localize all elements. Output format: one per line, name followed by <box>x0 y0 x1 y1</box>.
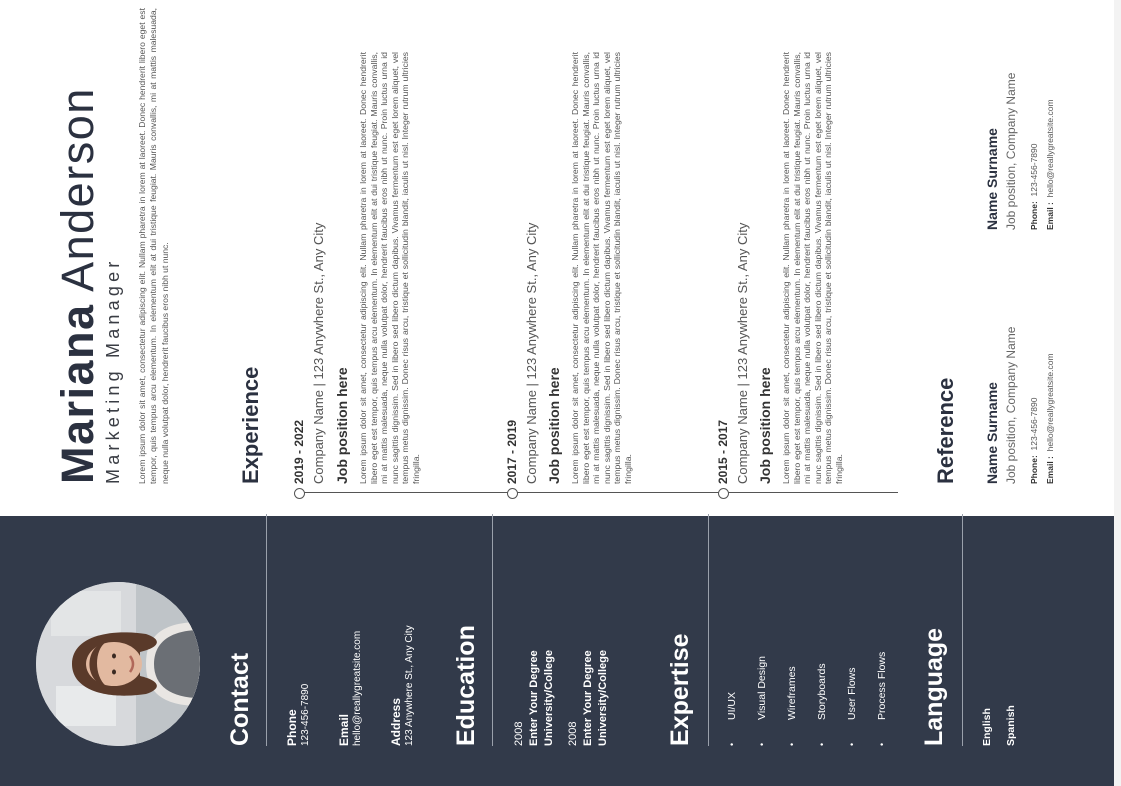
experience-description: Lorem ipsum dolor sit amet, consectetur adipiscing elit. Nullam pharetra in lorem at laoreet. Donec hendrerit libero eget est tempor, quis tempus arcu elementum. In elementum elit at dui tristique feugiat. Mauris convallis, mi at mattis malesuada, neque nulla volutpat dolor, hendrerit faucibus eros nibh ut nunc. Proin luctus urna id nunc sagittis dignissim. Sed in libero sed libero dictum dapibus. Vivamus fermentum est eget lorem aliquet, vel tempus metus dignissim. Donec risus arcu, tristique et sollicitudin blandit, iaculis ut nisl. Integer rutrum ultricies fringilla. <box>358 52 421 484</box>
expertise-divider <box>708 514 709 746</box>
experience-company: Company Name | 123 Anywhere St., Any City <box>735 222 750 484</box>
timeline-line <box>300 492 898 493</box>
language-heading: Language <box>920 627 948 746</box>
reference-phone <box>1029 398 1039 484</box>
reference-phone <box>1029 144 1039 230</box>
phone-label: Phone <box>285 709 299 746</box>
experience-position: Job position here <box>334 367 350 484</box>
timeline-dot <box>294 488 305 499</box>
phone-value: 123-456-7890 <box>300 683 311 746</box>
experience-description: Lorem ipsum dolor sit amet, consectetur adipiscing elit. Nullam pharetra in lorem at laoreet. Donec hendrerit libero eget est tempor, quis tempus arcu elementum. In elementum elit at dui tristique feugiat. Mauris convallis, mi at mattis malesuada, neque nulla volutpat dolor, hendrerit faucibus eros nibh ut nunc. Proin luctus urna id nunc sagittis dignissim. Sed in libero sed libero dictum dapibus. Vivamus fermentum est eget lorem aliquet, vel tempus metus dignissim. Donec risus arcu, tristique et sollicitudin blandit, iaculis ut nisl. Integer rutrum ultricies fringilla. <box>781 52 844 484</box>
email-value[interactable]: hello@reallygreatsite.com <box>352 630 363 746</box>
experience-company: Company Name | 123 Anywhere St., Any City <box>524 222 539 484</box>
expertise-heading: Expertise <box>666 633 694 746</box>
reference-phone-value: 123-456-7890 <box>1029 397 1039 451</box>
viewer-margin <box>1114 0 1121 786</box>
education-heading: Education <box>452 625 480 746</box>
language-divider <box>962 514 963 746</box>
language-item: English <box>981 708 993 746</box>
education-school: University/College <box>597 650 609 746</box>
person-name <box>52 87 104 484</box>
education-school: University/College <box>543 650 555 746</box>
education-degree: Enter Your Degree <box>582 650 594 746</box>
timeline-dot <box>507 488 518 499</box>
last-name: Anderson <box>52 87 103 292</box>
profile-summary: Lorem ipsum dolor sit amet, consectetur adipiscing elit. Nullam pharetra in lorem at laoreet. Donec hendrerit libero eget est tempor, quis tempus arcu elementum. In elementum elit at dui tristique feugiat. Mauris convallis, mi at mattis malesuada, neque nulla volutpat dolor, hendrerit faucibus eros nibh ut nunc. <box>137 8 170 484</box>
reference-email-value[interactable]: hello@reallygreatsite.com <box>1045 353 1055 452</box>
experience-years: 2019 - 2022 <box>292 419 306 484</box>
phone-label: Phone: <box>1029 201 1039 230</box>
address-label: Address <box>389 697 403 746</box>
reference-position: Job position, Company Name <box>1004 72 1018 230</box>
skill-item: • User Flows <box>846 667 858 746</box>
experience-position: Job position here <box>546 367 562 484</box>
skill-item: • Wireframes <box>786 666 798 746</box>
experience-heading: Experience <box>238 366 263 484</box>
email-label: Email : <box>1045 456 1055 484</box>
phone-label: Phone: <box>1029 455 1039 484</box>
skill-item: • UI/UX <box>726 692 738 746</box>
address-value: 123 Anywhere St., Any City <box>404 625 415 746</box>
education-year: 2008 <box>567 721 579 746</box>
timeline-dot <box>718 488 729 499</box>
education-divider <box>492 514 493 746</box>
reference-name: Name Surname <box>984 382 1000 484</box>
education-degree: Enter Your Degree <box>528 650 540 746</box>
skill-item: • Process Flows <box>876 652 888 746</box>
contact-heading: Contact <box>226 652 254 746</box>
reference-name: Name Surname <box>984 128 1000 230</box>
reference-position: Job position, Company Name <box>1004 326 1018 484</box>
profile-photo <box>36 582 200 746</box>
experience-years: 2015 - 2017 <box>716 419 730 484</box>
email-label: Email <box>337 713 351 746</box>
experience-position: Job position here <box>757 367 773 484</box>
reference-email <box>1045 353 1055 484</box>
reference-email-value[interactable]: hello@reallygreatsite.com <box>1045 99 1055 198</box>
reference-heading: Reference <box>933 377 958 484</box>
sidebar <box>0 516 1114 786</box>
email-label: Email : <box>1045 202 1055 230</box>
reference-email <box>1045 99 1055 230</box>
skill-item: • Storyboards <box>816 663 828 746</box>
experience-description: Lorem ipsum dolor sit amet, consectetur adipiscing elit. Nullam pharetra in lorem at laoreet. Donec hendrerit libero eget est tempor, quis tempus arcu elementum. In elementum elit at dui tristique feugiat. Mauris convallis, mi at mattis malesuada, neque nulla volutpat dolor, hendrerit faucibus eros nibh ut nunc. Proin luctus urna id nunc sagittis dignissim. Sed in libero sed libero dictum dapibus. Vivamus fermentum est eget lorem aliquet, vel tempus metus dignissim. Donec risus arcu, tristique et sollicitudin blandit, iaculis ut nisl. Integer rutrum ultricies fringilla. <box>570 52 633 484</box>
experience-company: Company Name | 123 Anywhere St., Any City <box>311 222 326 484</box>
reference-phone-value: 123-456-7890 <box>1029 143 1039 197</box>
experience-years: 2017 - 2019 <box>505 419 519 484</box>
first-name: Mariana <box>52 303 103 484</box>
language-item: Spanish <box>1005 705 1017 746</box>
person-title: Marketing Manager <box>103 257 123 484</box>
education-year: 2008 <box>513 721 525 746</box>
skill-item: • Visual Design <box>756 656 768 746</box>
profile-photo-icon <box>36 582 200 746</box>
contact-divider <box>266 514 267 746</box>
